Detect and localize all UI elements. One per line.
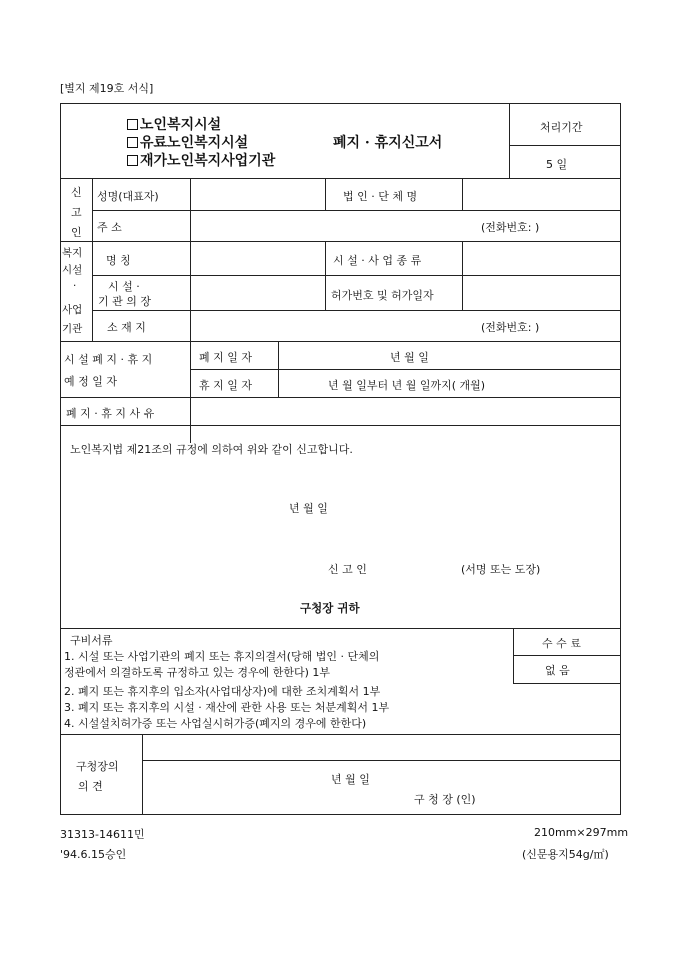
option-home-care-agency[interactable]: 재가노인복지사업기관 [127, 150, 275, 170]
opinion-field[interactable] [145, 737, 618, 758]
paper-size: 210mm×297mm [534, 826, 629, 839]
applicant-group-label-2: 고 [71, 206, 82, 219]
reason-field[interactable] [193, 400, 618, 423]
facility-location-label: 소 재 지 [107, 321, 146, 334]
facility-type-label: 시 설 · 사 업 종 류 [333, 254, 422, 267]
document-item: 3. 폐지 또는 휴지후의 시설 · 재산에 관한 사용 또는 처분계획서 1부 [64, 701, 390, 714]
checkbox-icon[interactable] [127, 119, 138, 130]
processing-period-label: 처리기간 [540, 121, 583, 134]
checkbox-icon[interactable] [127, 137, 138, 148]
declaration-statement: 노인복지법 제21조의 규정에 의하여 위와 같이 신고합니다. [70, 443, 353, 456]
facility-phone-hint: (전화번호: ) [481, 321, 540, 334]
declaration-date[interactable]: 년 월 일 [289, 502, 328, 515]
permit-label: 허가번호 및 허가일자 [331, 289, 434, 302]
opinion-date: 년 월 일 [331, 773, 370, 786]
document-item: 정관에서 의결하도록 규정하고 있는 경우에 한한다) 1부 [64, 666, 331, 679]
closure-date-field[interactable]: 년 월 일 [390, 351, 429, 364]
reporter-label: 신 고 인 [328, 563, 367, 576]
permit-field[interactable] [465, 278, 618, 307]
form-title: 폐지 · 휴지신고서 [333, 135, 443, 151]
facility-name-field[interactable] [193, 244, 323, 272]
document-item: 1. 시설 또는 사업기관의 폐지 또는 휴지의결서(당해 법인 · 단체의 [64, 650, 380, 663]
approval-date: '94.6.15승인 [60, 848, 127, 861]
opinion-label-1: 구청장의 [76, 760, 119, 773]
suspension-date-label: 휴 지 일 자 [199, 379, 252, 392]
schedule-group-label-1: 시 설 폐 지 · 휴 지 [64, 353, 153, 366]
facility-group-label-2: 시설 [62, 264, 83, 276]
checkbox-icon[interactable] [127, 155, 138, 166]
paper-type: (신문용지54g/㎡) [522, 848, 609, 861]
applicant-phone-hint: (전화번호: ) [481, 221, 540, 234]
processing-period-value: 5 일 [546, 158, 568, 171]
document-item: 2. 폐지 또는 휴지후의 입소자(사업대상자)에 대한 조치계획서 1부 [64, 685, 381, 698]
applicant-address-label: 주 소 [97, 221, 122, 234]
applicant-name-field[interactable] [193, 181, 323, 207]
suspension-period-field[interactable]: 년 월 일부터 년 월 일까지( 개월) [328, 379, 486, 392]
corp-name-label: 법 인 · 단 체 명 [343, 190, 418, 203]
document-item: 4. 시설설치허가증 또는 사업실시허가증(폐지의 경우에 한한다) [64, 717, 367, 730]
facility-name-label: 명 칭 [106, 254, 131, 267]
reason-label: 폐 지 · 휴 지 사 유 [66, 407, 155, 420]
facility-head-label-2: 기 관 의 장 [98, 295, 151, 308]
applicant-group-label-3: 인 [71, 226, 82, 239]
form-code: 31313-14611민 [60, 828, 145, 841]
option-paid-senior-facility[interactable]: 유료노인복지시설 [127, 132, 248, 152]
facility-head-field[interactable] [193, 278, 323, 307]
facility-location-field[interactable] [193, 313, 463, 339]
facility-group-label-3: · [73, 280, 77, 292]
documents-title: 구비서류 [70, 634, 113, 647]
addressee: 구청장 귀하 [300, 601, 360, 615]
fee-value: 없 음 [545, 664, 570, 677]
signature-hint: (서명 또는 도장) [461, 563, 541, 576]
facility-head-label-1: 시 설 · [108, 280, 140, 293]
facility-group-label-1: 복지 [62, 247, 83, 259]
applicant-address-field[interactable] [193, 213, 463, 239]
opinion-label-2: 의 견 [78, 780, 103, 793]
facility-type-field[interactable] [465, 244, 618, 272]
facility-group-label-5: 기관 [62, 323, 83, 335]
corp-name-field[interactable] [465, 181, 618, 207]
form-reference: [별지 제19호 서식] [60, 82, 154, 95]
schedule-group-label-2: 예 정 일 자 [64, 375, 117, 388]
closure-date-label: 폐 지 일 자 [199, 351, 252, 364]
facility-group-label-4: 사업 [62, 304, 83, 316]
option-senior-welfare-facility[interactable]: 노인복지시설 [127, 114, 221, 134]
applicant-group-label-1: 신 [71, 186, 82, 199]
opinion-signer: 구 청 장 (인) [414, 793, 476, 806]
applicant-name-label: 성명(대표자) [97, 190, 159, 203]
fee-label: 수 수 료 [542, 637, 581, 650]
